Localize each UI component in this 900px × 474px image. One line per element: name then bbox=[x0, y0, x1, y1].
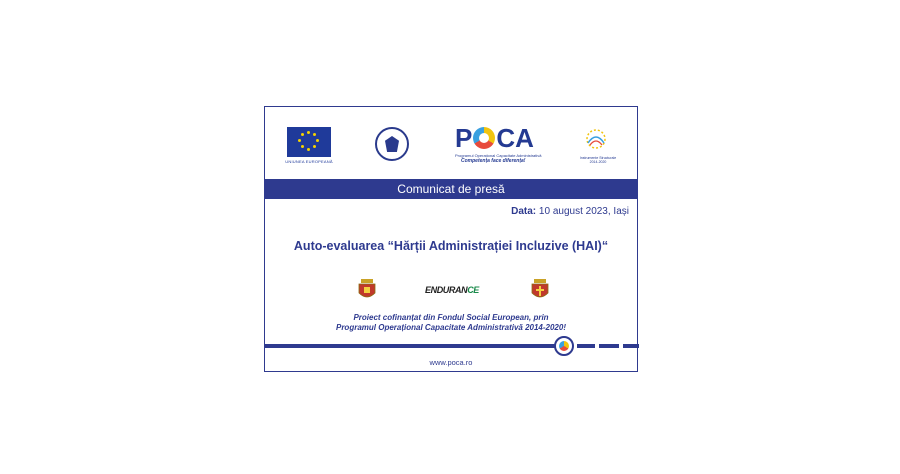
press-release-banner: Comunicat de presă bbox=[265, 179, 637, 199]
poca-mini-logo-icon bbox=[554, 336, 574, 356]
structural-instruments-icon bbox=[583, 127, 609, 151]
release-date bbox=[511, 206, 629, 217]
date-value: 10 august 2023, Iași bbox=[538, 206, 629, 217]
logo-strip bbox=[265, 107, 637, 179]
footer-rule-segment bbox=[599, 344, 619, 348]
county-crest-icon bbox=[358, 279, 376, 301]
poca-tagline: Competența face diferența! bbox=[461, 158, 526, 164]
footer-rule bbox=[265, 344, 561, 348]
city-crest-icon bbox=[531, 279, 549, 301]
footer-rule-segment bbox=[577, 344, 595, 348]
website-link[interactable]: www.poca.ro bbox=[429, 358, 473, 367]
eu-flag-icon bbox=[287, 127, 331, 157]
poca-subtitle: Programul Operațional Capacitate Administrativă bbox=[455, 153, 542, 158]
press-release-card bbox=[264, 106, 638, 372]
structural-instruments-label: Instrumente Structurale 2014-2020 bbox=[579, 156, 617, 164]
headline: Auto-evaluarea “Hărții Administrației Incluzive (HAI)“ bbox=[293, 239, 609, 253]
eu-label: UNIUNEA EUROPEANĂ bbox=[285, 159, 333, 164]
footer-rule-segment bbox=[623, 344, 639, 348]
romanian-government-seal-icon bbox=[375, 127, 409, 161]
cofinancing-line-1: Proiect cofinanțat din Fondul Social European, prin bbox=[353, 313, 549, 322]
cofinancing-notice bbox=[265, 313, 637, 333]
date-label: Data: bbox=[511, 206, 537, 217]
poca-logo-icon: P CA bbox=[455, 123, 534, 153]
cofinancing-line-2: Programul Operațional Capacitate Administrativă 2014-2020! bbox=[335, 323, 566, 332]
endurance-logo-icon: ENDURANCE bbox=[425, 285, 479, 295]
